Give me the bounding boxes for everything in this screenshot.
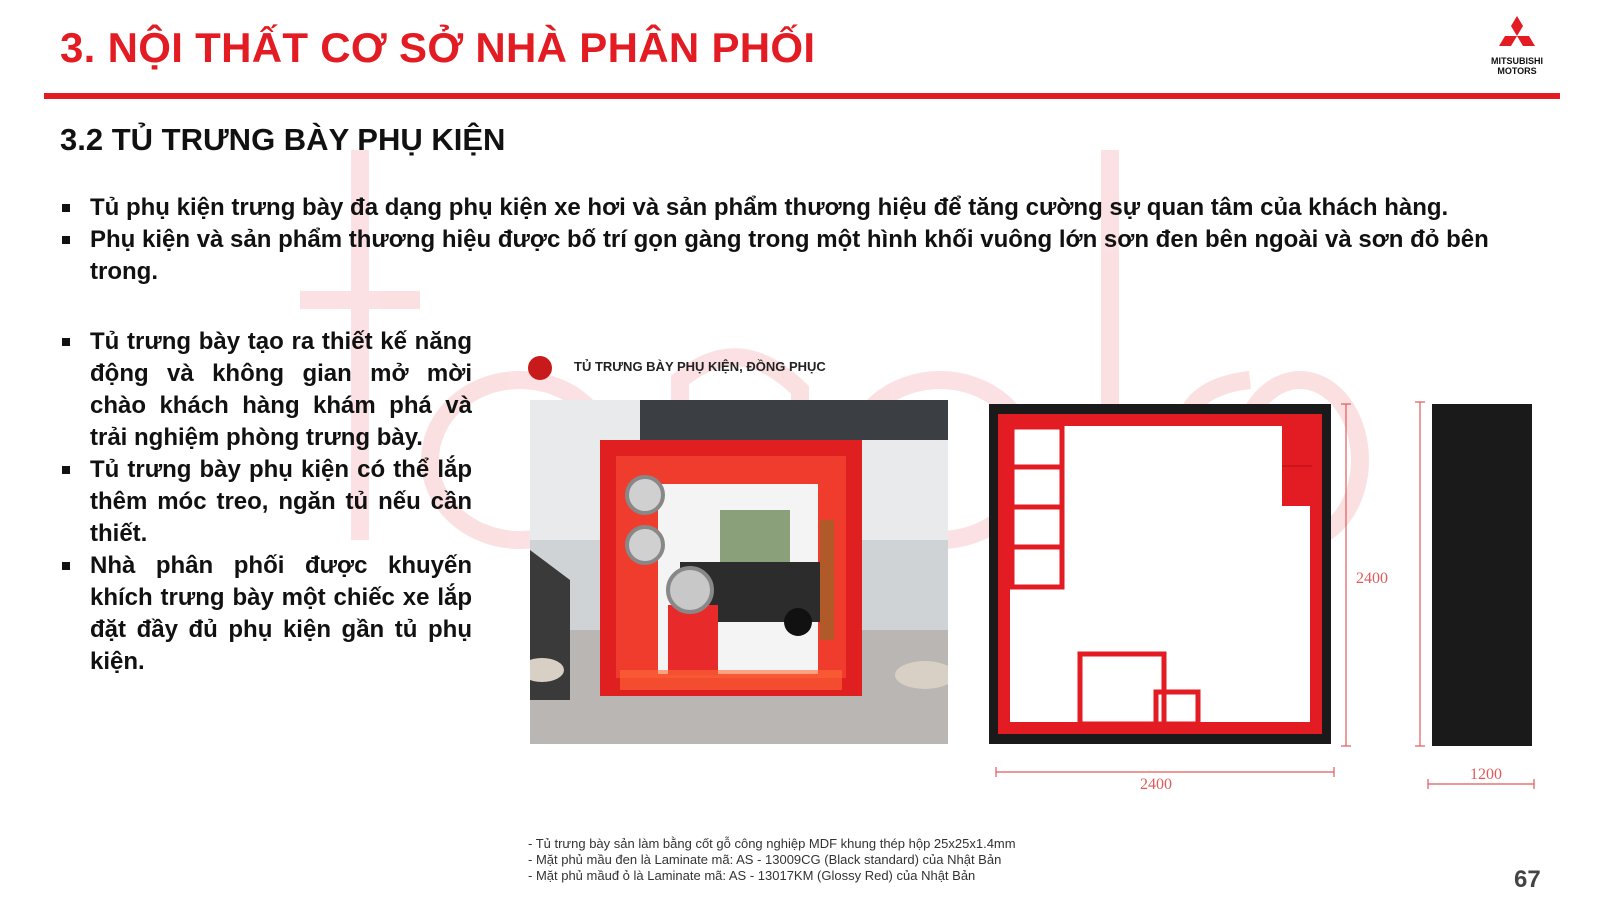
bullet-item: Tủ phụ kiện trưng bày đa dạng phụ kiện xe hơi và sản phẩm thương hiệu để tăng cường sự quan tâm của khách hàng.: [60, 192, 1520, 224]
figure-caption: TỦ TRƯNG BÀY PHỤ KIỆN, ĐỒNG PHỤC: [574, 359, 826, 374]
bullet-item: Tủ trưng bày tạo ra thiết kế năng động và không gian mở mời chào khách hàng khám phá và trải nghiệm phòng trưng bày.: [60, 326, 472, 454]
bullet-item: Nhà phân phối được khuyến khích trưng bày một chiếc xe lắp đặt đầy đủ phụ kiện gần tủ phụ kiện.: [60, 550, 472, 678]
page-number: 67: [1514, 866, 1541, 893]
note-line: - Mặt phủ mầuđ ỏ là Laminate mã: AS - 13017KM (Glossy Red) của Nhật Bản: [528, 868, 976, 883]
dimension-width-label: 2400: [1140, 776, 1172, 793]
dimension-height-label: 2400: [1356, 570, 1388, 587]
logo-text-line1: MITSUBISHI: [1490, 56, 1543, 66]
note-line: - Tủ trưng bày sản làm bằng cốt gỗ công nghiệp MDF khung thép hộp 25x25x1.4mm: [528, 836, 1016, 851]
material-notes: [528, 836, 1016, 884]
section-title: 3.2 TỦ TRƯNG BÀY PHỤ KIỆN: [60, 122, 506, 157]
logo-text-line2: MOTORS: [1497, 66, 1537, 76]
dimension-depth-label: 1200: [1470, 766, 1502, 783]
bullet-item: Tủ trưng bày phụ kiện có thể lắp thêm móc treo, ngăn tủ nếu cần thiết.: [60, 454, 472, 550]
note-line: - Mặt phủ mầu đen là Laminate mã: AS - 13009CG (Black standard) của Nhật Bản: [528, 852, 1002, 867]
bullet-item: Phụ kiện và sản phẩm thương hiệu được bố trí gọn gàng trong một hình khối vuông lớn sơn đen bên ngoài và sơn đỏ bên trong.: [60, 224, 1520, 288]
page-title: 3. NỘI THẤT CƠ SỞ NHÀ PHÂN PHỐI: [60, 24, 816, 71]
